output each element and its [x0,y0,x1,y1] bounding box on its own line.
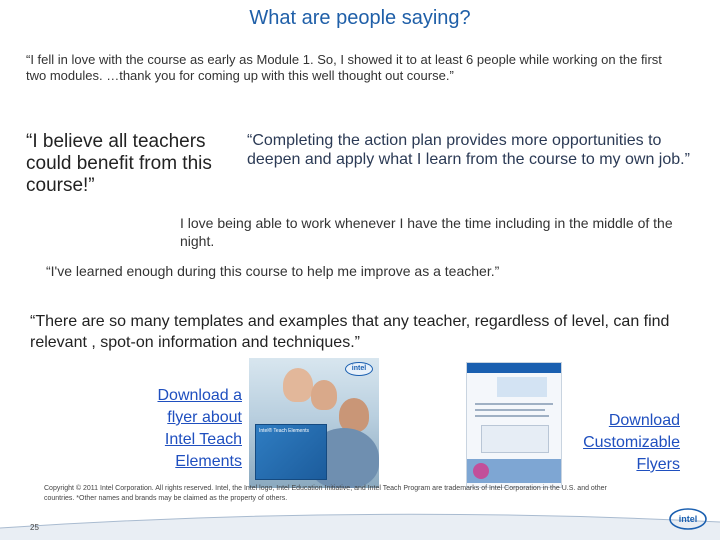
photo-person-1 [283,368,313,402]
testimonial-quote-6: “There are so many templates and examples that any teacher, regardless of level, can find relevant , spot-on information and techniques.” [30,313,670,351]
page-number: 25 [30,523,39,532]
flyer-disc-graphic [473,463,489,479]
photo-person-3 [339,398,369,432]
footer-copyright: Copyright © 2011 Intel Corporation. All rights reserved. Intel, the Intel logo, Intel Education Initiative, and Intel Teach Program are trademarks of Intel Corporation in the U.S. and other countries. *Other names and brands may be claimed as the property of others. [44,485,607,502]
photo-person-2 [311,380,337,410]
testimonial-quote-5: “I've learned enough during this course to help me improve as a teacher.” [46,263,500,279]
flyer-text-line [475,403,553,405]
intel-logo-icon [668,507,708,531]
customizable-flyer-thumbnail [466,362,562,488]
download-customizable-flyers-link[interactable]: Download Customizable Flyers [583,412,680,473]
slide-title: What are people saying? [249,7,471,29]
flyer-text-line [475,409,545,411]
testimonial-quote-1: “I fell in love with the course as early as Module 1. So, I showed it to at least 6 people while working on the first two modules. …thank you for coming up with this well thought out course.” [26,52,662,83]
teach-elements-box: Intel® Teach Elements [255,424,327,480]
download-flyer-link[interactable]: Download a flyer about Intel Teach Elements [157,387,242,470]
flyer-header-band [467,363,561,373]
flyer-blue-block [497,377,547,397]
classroom-photo [249,358,379,488]
intel-logo-text: intel [678,514,698,524]
flyer-form-block [481,425,549,453]
footer-swoosh-shape [0,514,720,540]
footer-swoosh [0,508,720,540]
testimonial-quote-3: “Completing the action plan provides more opportunities to deepen and apply what I learn from the course to my own job.” [247,132,690,168]
flyer-text-line [475,415,549,417]
testimonial-quote-2: “I believe all teachers could benefit from this course!” [26,131,212,196]
testimonial-quote-4: I love being able to work whenever I have the time including in the middle of the night. [180,215,673,249]
photo-intel-badge: intel [345,362,373,376]
